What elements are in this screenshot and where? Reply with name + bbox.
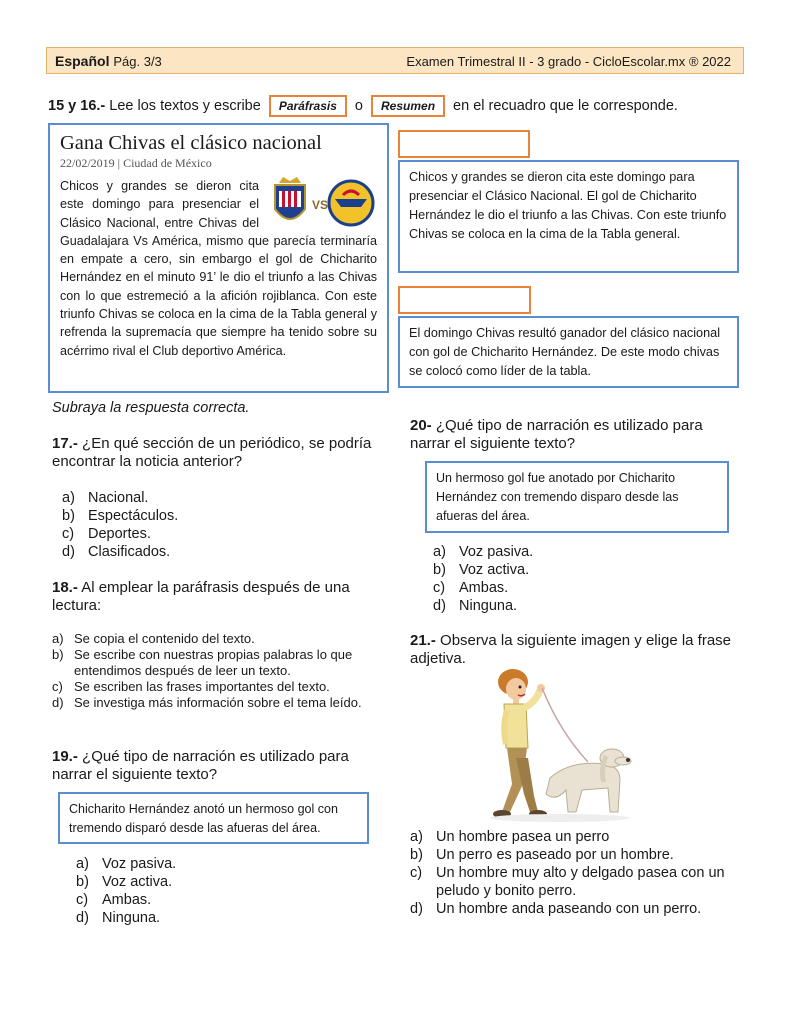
question-20: 20- ¿Qué tipo de narración es utilizado para narrar el siguiente texto? [410,417,703,452]
q17-option-d[interactable]: d) Clasificados. [62,544,171,560]
instruction-15-16: 15 y 16.- Lee los textos y escribe Paráfrasis o Resumen en el recuadro que le corresponde. [48,95,678,117]
q19-option-a[interactable]: a) Voz pasiva. [76,856,177,872]
tag-parafrasis: Paráfrasis [269,95,347,117]
q18-option-c[interactable]: c) Se escriben las frases importantes del texto. [52,679,330,694]
subject-label: Español Pág. 3/3 [55,53,162,69]
answer-box-b[interactable] [398,286,531,314]
question-18: 18.- Al emplear la paráfrasis después de una lectura: [52,579,350,614]
q19-option-c[interactable]: c) Ambas. [76,892,152,908]
question-19: 19.- ¿Qué tipo de narración es utilizado para narrar el siguiente texto? [52,748,349,783]
q17-option-b[interactable]: b) Espectáculos. [62,508,179,524]
q21-option-a[interactable]: a) Un hombre pasea un perro [410,829,610,845]
man-walking-dog-illustration [480,662,640,827]
text-a: Chicos y grandes se dieron cita este domingo para presenciar el Clásico Nacional. El gol de Chicharito Hernández le dio el triunfo a las Chivas. Con este triunfo Chivas se coloca en la cima de la Tabla general. [398,160,739,273]
underline-instruction: Subraya la respuesta correcta. [52,400,250,416]
q19-option-d[interactable]: d) Ninguna. [76,910,161,926]
tag-resumen: Resumen [371,95,445,117]
q18-option-d[interactable]: d) Se investiga más información sobre el tema leído. [52,695,362,710]
q20-options [433,543,533,615]
q17-option-a[interactable]: a) Nacional. [62,490,149,506]
q18-option-b[interactable]: b) Se escribe con nuestras propias palabras lo que entendimos después de leer un texto. [52,647,353,678]
q21-option-c[interactable]: c) Un hombre muy alto y delgado pasea con un peludo y bonito perro. [410,865,725,899]
q18-options [52,631,368,711]
news-date: 22/02/2019 | Ciudad de México [60,156,212,170]
america-logo-icon [329,181,373,225]
news-body: VS Chicos y grandes se dieron cita este domingo para presenciar el Clásico Nacional, entre Chivas del Guadalajara Vs América, mismo que parecía terminaría en empate a cero, sin embargo el gol de Chicharito Hernández en el minuto 91’ le dio el triunfo a las Chivas con lo que estremeció a la afición rojiblanca. Con este triunfo Chivas se coloca en la cima de la Tabla general y refrenda la supremacía que siempre ha tenido sobre su acérrimo rival el Club deportivo América. [60,177,377,360]
exam-title: Examen Trimestral II - 3 grado - CicloEscolar.mx ® 2022 [406,54,731,69]
q21-options [410,828,750,918]
news-title: Gana Chivas el clásico nacional [60,132,322,154]
page-header [46,47,744,74]
q21-option-b[interactable]: b) Un perro es paseado por un hombre. [410,847,674,863]
q18-option-a[interactable]: a) Se copia el contenido del texto. [52,631,255,646]
q17-options [62,489,178,561]
vs-label: VS [312,198,329,212]
team-logos [265,175,375,231]
q19-options [76,855,176,927]
q20-option-c[interactable]: c) Ambas. [433,580,509,596]
news-article [48,123,389,393]
q20-option-d[interactable]: d) Ninguna. [433,598,518,614]
q20-passage: Un hermoso gol fue anotado por Chicharito Hernández con tremendo disparo desde las afueras del área. [425,461,729,533]
chivas-logo-icon [275,177,305,219]
q20-option-b[interactable]: b) Voz activa. [433,562,530,578]
q21-option-d[interactable]: d) Un hombre anda paseando con un perro. [410,901,702,917]
answer-box-a[interactable] [398,130,530,158]
q17-option-c[interactable]: c) Deportes. [62,526,151,542]
q19-option-b[interactable]: b) Voz activa. [76,874,173,890]
question-17: 17.- ¿En qué sección de un periódico, se podría encontrar la noticia anterior? [52,435,372,470]
q20-option-a[interactable]: a) Voz pasiva. [433,544,534,560]
question-21: 21.- Observa la siguiente imagen y elige la frase adjetiva. [410,632,732,667]
text-b: El domingo Chivas resultó ganador del clásico nacional con gol de Chicharito Hernández. De este modo chivas se colocó como líder de la tabla. [398,316,739,388]
q19-passage: Chicharito Hernández anotó un hermoso gol con tremendo disparó desde las afueras del área. [58,792,369,844]
